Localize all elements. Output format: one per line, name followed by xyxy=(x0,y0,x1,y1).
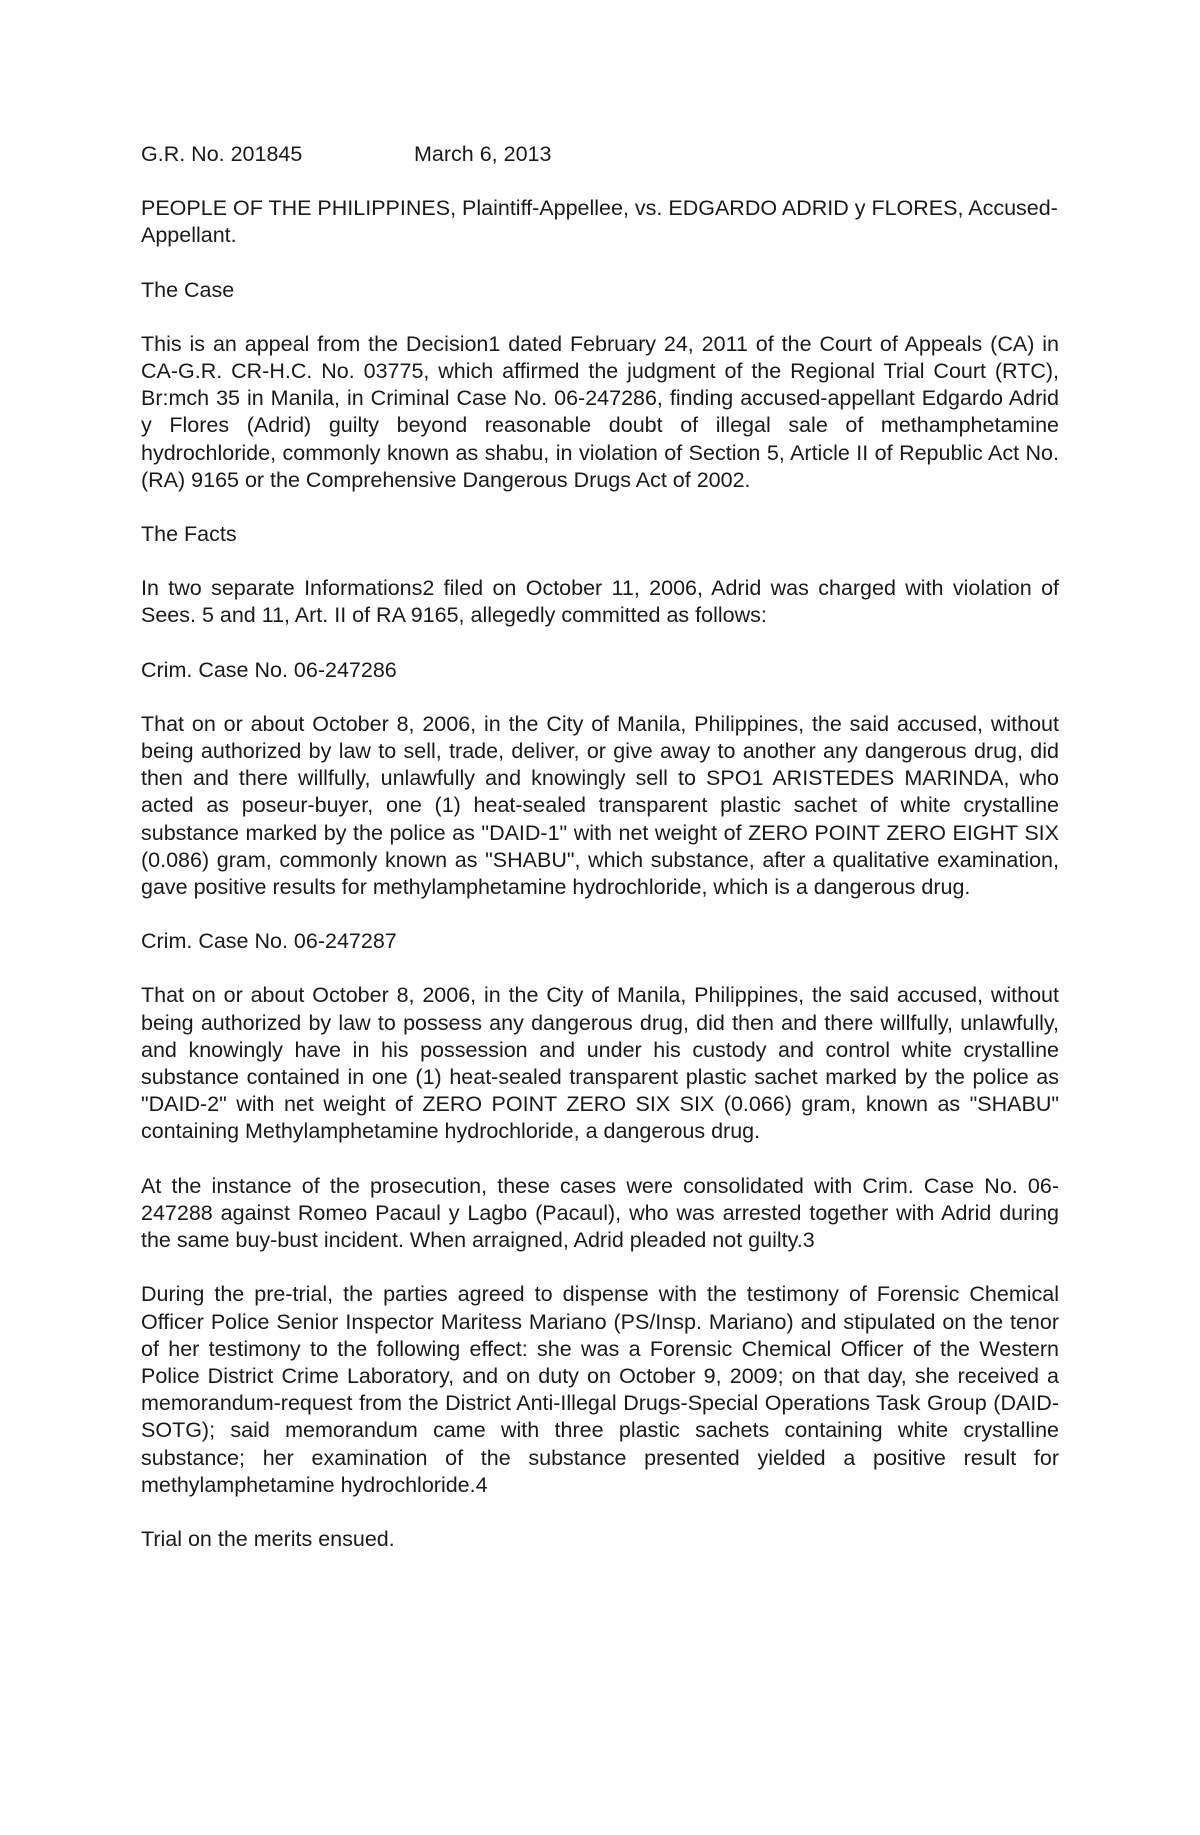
paragraph-crim-case-2: That on or about October 8, 2006, in the City of Manila, Philippines, the said accused, without being authorized by law to possess any dangerous drug, did then and there willfully, unlawfully, and knowingly have in his possession and under his custody and control white crystalline substance contained in one (1) heat-sealed transparent plastic sachet marked by the police as "DAID-2" with net weight of ZERO POINT ZERO SIX SIX (0.066) gram, known as "SHABU" containing Methylamphetamine hydrochloride, a dangerous drug. xyxy=(141,983,1059,1144)
case-header xyxy=(141,141,1059,168)
heading-the-case: The Case xyxy=(141,277,235,302)
decision-date: March 6, 2013 xyxy=(414,142,552,166)
heading-crim-case-2: Crim. Case No. 06-247287 xyxy=(141,929,397,954)
paragraph-informations: In two separate Informations2 filed on October 11, 2006, Adrid was charged with violation of Sees. 5 and 11, Art. II of RA 9165, allegedly committed as follows: xyxy=(141,576,1059,628)
paragraph-consolidation: At the instance of the prosecution, these cases were consolidated with Crim. Case No. 06-247288 against Romeo Pacaul y Lagbo (Pacaul), who was arrested together with Adrid during the same buy-bust incident. When arraigned, Adrid pleaded not guilty.3 xyxy=(141,1173,1059,1253)
heading-the-facts: The Facts xyxy=(141,522,237,547)
heading-crim-case-1: Crim. Case No. 06-247286 xyxy=(141,657,397,682)
document-page xyxy=(141,141,1059,1580)
case-parties: PEOPLE OF THE PHILIPPINES, Plaintiff-Appellee, vs. EDGARDO ADRID y FLORES, Accused-Appellant. xyxy=(141,196,1058,248)
gr-number: G.R. No. 201845 xyxy=(141,142,303,166)
paragraph-crim-case-1: That on or about October 8, 2006, in the City of Manila, Philippines, the said accused, without being authorized by law to sell, trade, deliver, or give away to another any dangerous drug, did then and there willfully, unlawfully and knowingly sell to SPO1 ARISTEDES MARINDA, who acted as poseur-buyer, one (1) heat-sealed transparent plastic sachet of white crystalline substance marked by the police as "DAID-1" with net weight of ZERO POINT ZERO EIGHT SIX (0.086) gram, commonly known as "SHABU", which substance, after a qualitative examination, gave positive results for methylamphetamine hydrochloride, which is a dangerous drug. xyxy=(141,711,1059,900)
paragraph-trial: Trial on the merits ensued. xyxy=(141,1526,395,1551)
paragraph-appeal: This is an appeal from the Decision1 dated February 24, 2011 of the Court of Appeals (CA) in CA-G.R. CR-H.C. No. 03775, which affirmed the judgment of the Regional Trial Court (RTC), Br:mch 35 in Manila, in Criminal Case No. 06-247286, finding accused-appellant Edgardo Adrid y Flores (Adrid) guilty beyond reasonable doubt of illegal sale of methamphetamine hydrochloride, commonly known as shabu, in violation of Section 5, Article II of Republic Act No. (RA) 9165 or the Comprehensive Dangerous Drugs Act of 2002. xyxy=(141,331,1059,492)
paragraph-pretrial: During the pre-trial, the parties agreed to dispense with the testimony of Forensic Chemical Officer Police Senior Inspector Maritess Mariano (PS/Insp. Mariano) and stipulated on the tenor of her testimony to the following effect: she was a Forensic Chemical Officer of the Western Police District Crime Laboratory, and on duty on October 9, 2009; on that day, she received a memorandum-request from the District Anti-Illegal Drugs-Special Operations Task Group (DAID-SOTG); said memorandum came with three plastic sachets containing white crystalline substance; her examination of the substance presented yielded a positive result for methylamphetamine hydrochloride.4 xyxy=(141,1282,1059,1497)
